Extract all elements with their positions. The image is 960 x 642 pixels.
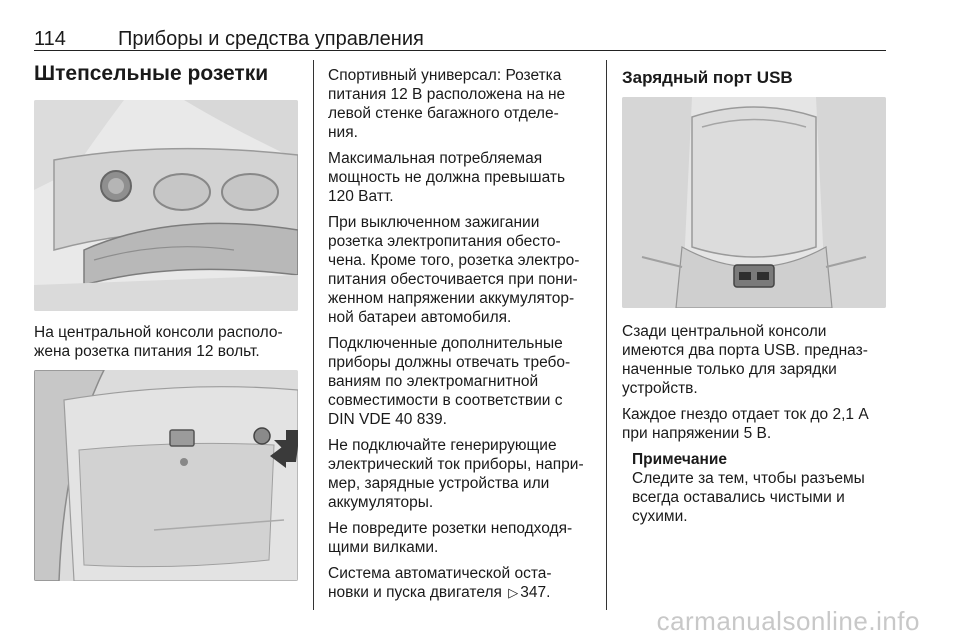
paragraph-plugs (328, 519, 598, 557)
text-line: ния. (328, 124, 358, 141)
text-line: Сзади центральной консоли (622, 323, 827, 340)
text-line: ной батареи автомобиля. (328, 309, 512, 326)
text-line: Каждое гнездо отдает ток до 2,1 А (622, 406, 869, 423)
header-divider (34, 50, 886, 51)
usb-port-figure (622, 97, 886, 308)
page-number: 114 (34, 28, 66, 50)
column-divider-1 (313, 60, 314, 610)
text-line: ваниям по электромагнитной (328, 373, 539, 390)
text-line: розетка электропитания обесто- (328, 233, 561, 250)
text-line: аккумуляторы. (328, 494, 434, 511)
chapter-title: Приборы и средства управления (118, 28, 424, 50)
page-reference-link[interactable]: 347. (520, 584, 551, 601)
trunk-socket-figure (34, 370, 298, 581)
middle-column-text (328, 66, 598, 609)
usb-illustration (622, 97, 886, 308)
text-line: Максимальная потребляемая (328, 150, 543, 167)
text-line: Не повредите розетки неподходя- (328, 520, 573, 537)
paragraph-usb-location (622, 322, 896, 398)
text-line: мер, зарядные устройства или (328, 475, 550, 492)
paragraph-usb-current (622, 405, 896, 443)
paragraph-stop-start (328, 564, 598, 602)
text-line: наченные только для зарядки (622, 361, 837, 378)
page-reference-arrow-icon[interactable]: ▷ (508, 585, 519, 600)
text-line: Спортивный универсал: Розетка (328, 67, 562, 84)
text-line: Подключенные дополнительные (328, 335, 563, 352)
page-header (34, 22, 886, 50)
text-line: питания 12 В расположена на не (328, 86, 566, 103)
caption-line: На центральной консоли располо- (34, 324, 283, 341)
note-title: Примечание (632, 451, 727, 468)
paragraph-emc (328, 334, 598, 429)
note-line: сухими. (632, 508, 688, 525)
text-line: чена. Кроме того, розетка электро- (328, 252, 580, 269)
text-line: приборы должны отвечать требо- (328, 354, 571, 371)
paragraph-sport-tourer (328, 66, 598, 142)
caption-console-socket (34, 323, 304, 361)
text-line: щими вилками. (328, 539, 439, 556)
paragraph-max-power (328, 149, 598, 206)
column-divider-2 (606, 60, 607, 610)
console-illustration (34, 100, 298, 311)
text-line: Не подключайте генерирующие (328, 437, 557, 454)
text-line: электрический ток приборы, напри- (328, 456, 584, 473)
trunk-illustration (34, 370, 298, 581)
text-line: 120 Ватт. (328, 188, 394, 205)
text-line: женном напряжении аккумулятор- (328, 290, 575, 307)
text-line: мощность не должна превышать (328, 169, 566, 186)
text-line: DIN VDE 40 839. (328, 411, 447, 428)
caption-line: жена розетка питания 12 вольт. (34, 343, 260, 360)
site-watermark: carmanualsonline.info (656, 606, 920, 636)
section-title-sockets: Штепсельные розетки (34, 62, 269, 85)
text-fragment: новки и пуска двигателя (328, 584, 502, 601)
text-line: левой стенке багажного отделе- (328, 105, 559, 122)
paragraph-no-generators (328, 436, 598, 512)
paragraph-ignition-off (328, 213, 598, 327)
text-line: Система автоматической оста- (328, 565, 552, 582)
text-line: при напряжении 5 В. (622, 425, 772, 442)
text-line (328, 583, 598, 602)
text-line: При выключенном зажигании (328, 214, 540, 231)
note-block (632, 450, 896, 526)
text-line: имеются два порта USB. предназ- (622, 342, 868, 359)
text-line: устройств. (622, 380, 698, 397)
right-column-text (622, 322, 896, 526)
note-line: Следите за тем, чтобы разъемы (632, 470, 865, 487)
text-line: совместимости в соответствии с (328, 392, 563, 409)
console-socket-figure (34, 100, 298, 311)
note-line: всегда оставались чистыми и (632, 489, 845, 506)
text-line: питания обесточивается при пони- (328, 271, 578, 288)
section-title-usb: Зарядный порт USB (622, 68, 793, 87)
